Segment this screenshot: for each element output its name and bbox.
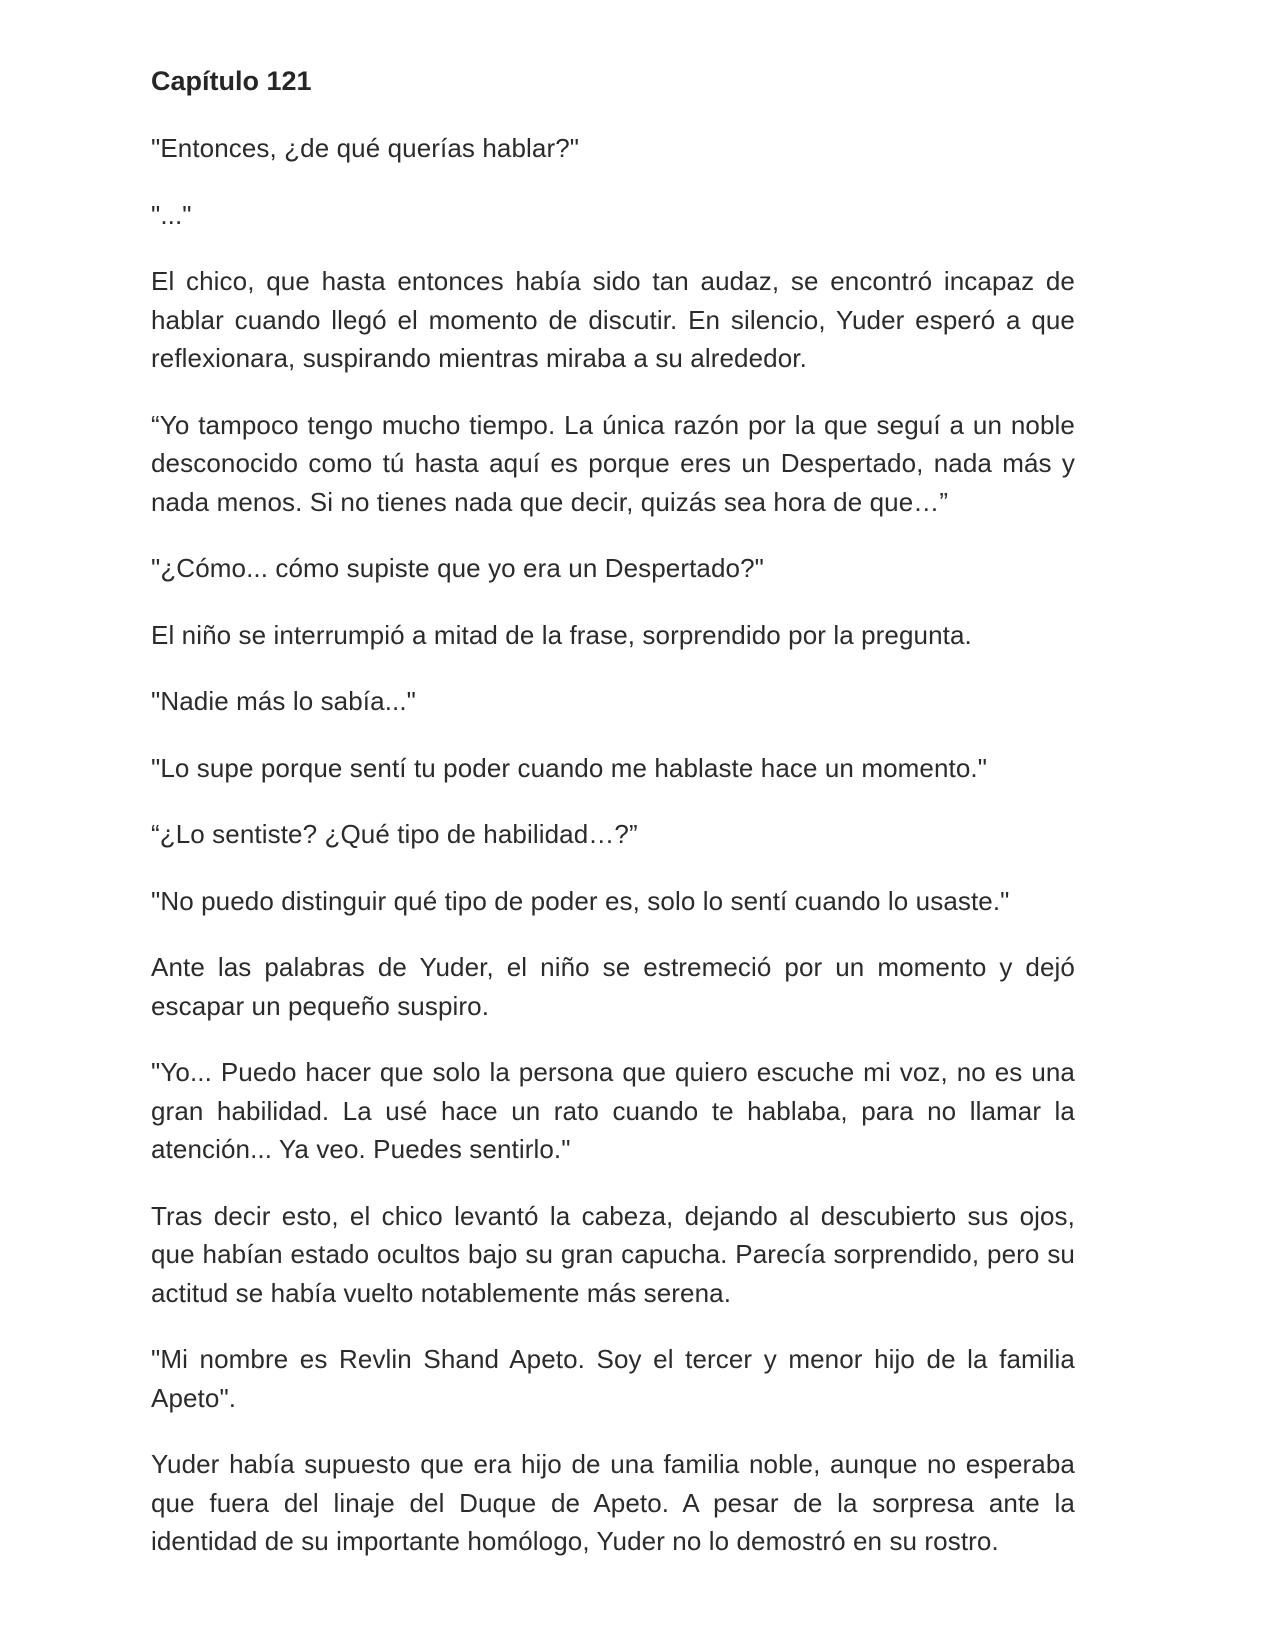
paragraph: "Lo supe porque sentí tu poder cuando me hablaste hace un momento." <box>151 752 988 783</box>
paragraph: "¿Cómo... cómo supiste que yo era un Despertado?" <box>151 553 765 583</box>
paragraph: "Entonces, ¿de qué querías hablar?" <box>151 133 580 163</box>
paragraph: “Yo tampoco tengo mucho tiempo. La única razón por la que seguí a un noble desconocido como tú hasta aquí es porque eres un Despertado, nada más y nada menos. Si no tienes nada que decir, quizás sea hora de que…” <box>151 409 1075 517</box>
paragraph: El niño se interrumpió a mitad de la frase, sorprendido por la pregunta. <box>151 619 972 650</box>
paragraph: "..." <box>151 199 192 230</box>
paragraph: "Mi nombre es Revlin Shand Apeto. Soy el tercer y menor hijo de la familia Apeto". <box>151 1344 1075 1413</box>
paragraph: El chico, que hasta entonces había sido tan audaz, se encontró incapaz de hablar cuando llegó el momento de discutir. En silencio, Yuder esperó a que reflexionara, suspirando mientras miraba a su alrededor. <box>151 266 1075 373</box>
paragraph: Ante las palabras de Yuder, el niño se estremeció por un momento y dejó escapar un pequeño suspiro. <box>151 952 1075 1021</box>
chapter-title: Capítulo 121 <box>151 66 312 96</box>
paragraph: "Nadie más lo sabía..." <box>151 686 416 716</box>
paragraph: "No puedo distinguir qué tipo de poder es, solo lo sentí cuando lo usaste." <box>151 885 1010 916</box>
paragraph: Yuder había supuesto que era hijo de una familia noble, aunque no esperaba que fuera del linaje del Duque de Apeto. A pesar de la sorpresa ante la identidad de su importante homólogo, Yuder no lo demostró en su rostro. <box>151 1449 1075 1556</box>
paragraph: Tras decir esto, el chico levantó la cabeza, dejando al descubierto sus ojos, que habían estado ocultos bajo su gran capucha. Parecía sorprendido, pero su actitud se había vuelto notablemente más serena. <box>151 1200 1075 1308</box>
paragraph: "Yo... Puedo hacer que solo la persona que quiero escuche mi voz, no es una gran habilidad. La usé hace un rato cuando te hablaba, para no llamar la atención... Ya veo. Puedes sentirlo." <box>151 1057 1075 1164</box>
paragraph: “¿Lo sentiste? ¿Qué tipo de habilidad…?” <box>151 819 638 849</box>
